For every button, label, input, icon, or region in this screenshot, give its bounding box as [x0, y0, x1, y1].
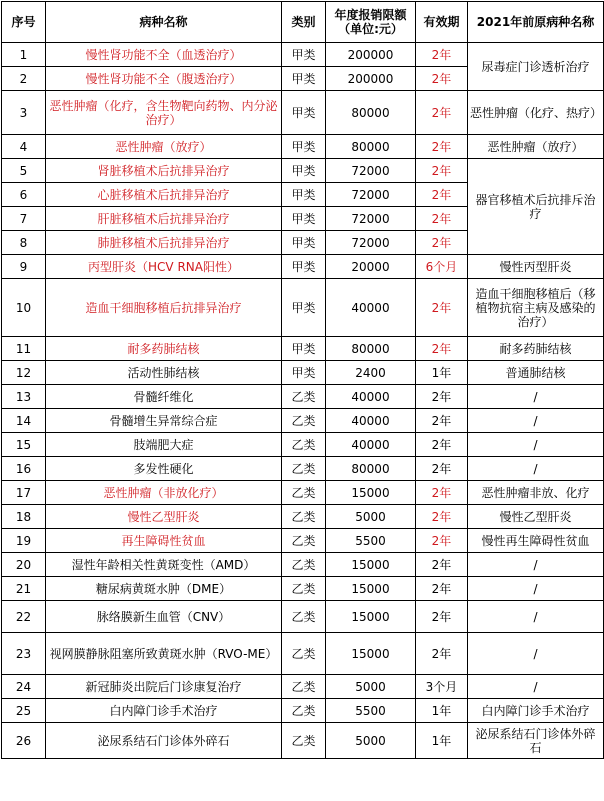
header-validity: 有效期 [416, 2, 468, 43]
row-index: 1 [2, 43, 46, 67]
table-row [2, 159, 604, 183]
category: 乙类 [282, 601, 326, 633]
row-index: 3 [2, 91, 46, 135]
validity: 2年 [416, 159, 468, 183]
old-disease-name: / [468, 457, 604, 481]
annual-limit: 80000 [326, 457, 416, 481]
category: 甲类 [282, 135, 326, 159]
disease-name: 白内障门诊手术治疗 [46, 699, 282, 723]
disease-name: 耐多药肺结核 [46, 337, 282, 361]
disease-name: 肢端肥大症 [46, 433, 282, 457]
old-disease-name: 尿毒症门诊透析治疗 [468, 43, 604, 91]
validity: 2年 [416, 553, 468, 577]
annual-limit: 72000 [326, 231, 416, 255]
row-index: 7 [2, 207, 46, 231]
category: 甲类 [282, 159, 326, 183]
category: 甲类 [282, 255, 326, 279]
validity: 2年 [416, 601, 468, 633]
validity: 2年 [416, 231, 468, 255]
old-disease-name: 恶性肿瘤（化疗、热疗） [468, 91, 604, 135]
category: 甲类 [282, 67, 326, 91]
annual-limit: 15000 [326, 633, 416, 675]
old-disease-name: / [468, 553, 604, 577]
table-row [2, 279, 604, 337]
disease-name: 恶性肿瘤（放疗） [46, 135, 282, 159]
disease-name: 肺脏移植术后抗排异治疗 [46, 231, 282, 255]
disease-table [1, 1, 604, 759]
table-row [2, 577, 604, 601]
disease-name: 肝脏移植术后抗排异治疗 [46, 207, 282, 231]
table-row [2, 433, 604, 457]
validity: 2年 [416, 505, 468, 529]
old-disease-name: 普通肺结核 [468, 361, 604, 385]
row-index: 19 [2, 529, 46, 553]
annual-limit: 72000 [326, 183, 416, 207]
validity: 2年 [416, 529, 468, 553]
disease-name: 脉络膜新生血管（CNV） [46, 601, 282, 633]
row-index: 21 [2, 577, 46, 601]
validity: 2年 [416, 481, 468, 505]
category: 甲类 [282, 207, 326, 231]
row-index: 15 [2, 433, 46, 457]
row-index: 24 [2, 675, 46, 699]
disease-name: 糖尿病黄斑水肿（DME） [46, 577, 282, 601]
row-index: 17 [2, 481, 46, 505]
header-annual-limit: 年度报销限额（单位:元） [326, 2, 416, 43]
validity: 2年 [416, 207, 468, 231]
validity: 3个月 [416, 675, 468, 699]
annual-limit: 5000 [326, 505, 416, 529]
old-disease-name: / [468, 633, 604, 675]
annual-limit: 15000 [326, 481, 416, 505]
row-index: 12 [2, 361, 46, 385]
annual-limit: 80000 [326, 135, 416, 159]
old-disease-name: / [468, 433, 604, 457]
validity: 2年 [416, 457, 468, 481]
category: 乙类 [282, 633, 326, 675]
old-disease-name: 泌尿系结石门诊体外碎石 [468, 723, 604, 759]
table-row [2, 135, 604, 159]
old-disease-name: 慢性乙型肝炎 [468, 505, 604, 529]
validity: 2年 [416, 279, 468, 337]
category: 甲类 [282, 43, 326, 67]
annual-limit: 200000 [326, 43, 416, 67]
row-index: 11 [2, 337, 46, 361]
row-index: 9 [2, 255, 46, 279]
disease-name: 慢性肾功能不全（血透治疗） [46, 43, 282, 67]
disease-name: 新冠肺炎出院后门诊康复治疗 [46, 675, 282, 699]
annual-limit: 15000 [326, 577, 416, 601]
validity: 2年 [416, 633, 468, 675]
annual-limit: 40000 [326, 385, 416, 409]
old-disease-name: 耐多药肺结核 [468, 337, 604, 361]
table-row [2, 255, 604, 279]
table-row [2, 43, 604, 67]
table-row [2, 505, 604, 529]
old-disease-name: / [468, 601, 604, 633]
annual-limit: 72000 [326, 159, 416, 183]
category: 甲类 [282, 361, 326, 385]
header-disease-name: 病种名称 [46, 2, 282, 43]
old-disease-name: 恶性肿瘤（放疗） [468, 135, 604, 159]
validity: 2年 [416, 385, 468, 409]
table-row [2, 409, 604, 433]
row-index: 13 [2, 385, 46, 409]
category: 乙类 [282, 385, 326, 409]
validity: 2年 [416, 67, 468, 91]
category: 甲类 [282, 183, 326, 207]
old-disease-name: 恶性肿瘤非放、化疗 [468, 481, 604, 505]
row-index: 10 [2, 279, 46, 337]
disease-name: 再生障碍性贫血 [46, 529, 282, 553]
row-index: 18 [2, 505, 46, 529]
table-row [2, 481, 604, 505]
row-index: 6 [2, 183, 46, 207]
header-index: 序号 [2, 2, 46, 43]
validity: 6个月 [416, 255, 468, 279]
old-disease-name: / [468, 675, 604, 699]
table-row [2, 337, 604, 361]
table-row [2, 699, 604, 723]
table-row [2, 91, 604, 135]
row-index: 14 [2, 409, 46, 433]
disease-name: 慢性乙型肝炎 [46, 505, 282, 529]
validity: 2年 [416, 337, 468, 361]
annual-limit: 20000 [326, 255, 416, 279]
row-index: 20 [2, 553, 46, 577]
disease-name: 视网膜静脉阻塞所致黄斑水肿（RVO-ME） [46, 633, 282, 675]
table-row [2, 601, 604, 633]
row-index: 2 [2, 67, 46, 91]
category: 甲类 [282, 231, 326, 255]
disease-name: 丙型肝炎（HCV RNA阳性） [46, 255, 282, 279]
category: 乙类 [282, 433, 326, 457]
validity: 2年 [416, 91, 468, 135]
old-disease-name: / [468, 409, 604, 433]
category: 乙类 [282, 553, 326, 577]
disease-name: 泌尿系结石门诊体外碎石 [46, 723, 282, 759]
category: 乙类 [282, 723, 326, 759]
category: 甲类 [282, 337, 326, 361]
validity: 1年 [416, 699, 468, 723]
old-disease-name: 器官移植术后抗排斥治疗 [468, 159, 604, 255]
disease-name: 骨髓纤维化 [46, 385, 282, 409]
row-index: 4 [2, 135, 46, 159]
row-index: 22 [2, 601, 46, 633]
disease-name: 肾脏移植术后抗排异治疗 [46, 159, 282, 183]
category: 乙类 [282, 699, 326, 723]
annual-limit: 40000 [326, 409, 416, 433]
annual-limit: 40000 [326, 279, 416, 337]
category: 甲类 [282, 91, 326, 135]
header-category: 类别 [282, 2, 326, 43]
annual-limit: 40000 [326, 433, 416, 457]
disease-name: 造血干细胞移植后抗排异治疗 [46, 279, 282, 337]
category: 乙类 [282, 577, 326, 601]
validity: 2年 [416, 433, 468, 457]
row-index: 8 [2, 231, 46, 255]
old-disease-name: 慢性丙型肝炎 [468, 255, 604, 279]
annual-limit: 15000 [326, 601, 416, 633]
annual-limit: 72000 [326, 207, 416, 231]
table-row [2, 675, 604, 699]
table-row [2, 633, 604, 675]
validity: 1年 [416, 723, 468, 759]
disease-name: 骨髓增生异常综合症 [46, 409, 282, 433]
row-index: 26 [2, 723, 46, 759]
row-index: 16 [2, 457, 46, 481]
old-disease-name: / [468, 577, 604, 601]
category: 乙类 [282, 505, 326, 529]
disease-name: 多发性硬化 [46, 457, 282, 481]
validity: 2年 [416, 577, 468, 601]
annual-limit: 5500 [326, 699, 416, 723]
header-old-name: 2021年前原病种名称 [468, 2, 604, 43]
annual-limit: 5000 [326, 675, 416, 699]
annual-limit: 80000 [326, 337, 416, 361]
table-row [2, 457, 604, 481]
validity: 2年 [416, 43, 468, 67]
annual-limit: 5000 [326, 723, 416, 759]
row-index: 23 [2, 633, 46, 675]
disease-name: 活动性肺结核 [46, 361, 282, 385]
row-index: 5 [2, 159, 46, 183]
table-row [2, 385, 604, 409]
validity: 2年 [416, 183, 468, 207]
category: 乙类 [282, 481, 326, 505]
annual-limit: 5500 [326, 529, 416, 553]
disease-name: 心脏移植术后抗排异治疗 [46, 183, 282, 207]
category: 乙类 [282, 409, 326, 433]
disease-name: 恶性肿瘤（化疗，含生物靶向药物、内分泌治疗） [46, 91, 282, 135]
old-disease-name: 造血干细胞移植后（移植物抗宿主病及感染的治疗） [468, 279, 604, 337]
annual-limit: 80000 [326, 91, 416, 135]
annual-limit: 15000 [326, 553, 416, 577]
category: 乙类 [282, 529, 326, 553]
header-row [2, 2, 604, 43]
table-row [2, 553, 604, 577]
table-row [2, 529, 604, 553]
disease-name: 恶性肿瘤（非放化疗） [46, 481, 282, 505]
validity: 1年 [416, 361, 468, 385]
annual-limit: 2400 [326, 361, 416, 385]
disease-name: 慢性肾功能不全（腹透治疗） [46, 67, 282, 91]
validity: 2年 [416, 135, 468, 159]
category: 甲类 [282, 279, 326, 337]
row-index: 25 [2, 699, 46, 723]
table-row [2, 361, 604, 385]
old-disease-name: / [468, 385, 604, 409]
annual-limit: 200000 [326, 67, 416, 91]
table-row [2, 723, 604, 759]
category: 乙类 [282, 675, 326, 699]
validity: 2年 [416, 409, 468, 433]
old-disease-name: 慢性再生障碍性贫血 [468, 529, 604, 553]
old-disease-name: 白内障门诊手术治疗 [468, 699, 604, 723]
disease-name: 湿性年龄相关性黄斑变性（AMD） [46, 553, 282, 577]
category: 乙类 [282, 457, 326, 481]
